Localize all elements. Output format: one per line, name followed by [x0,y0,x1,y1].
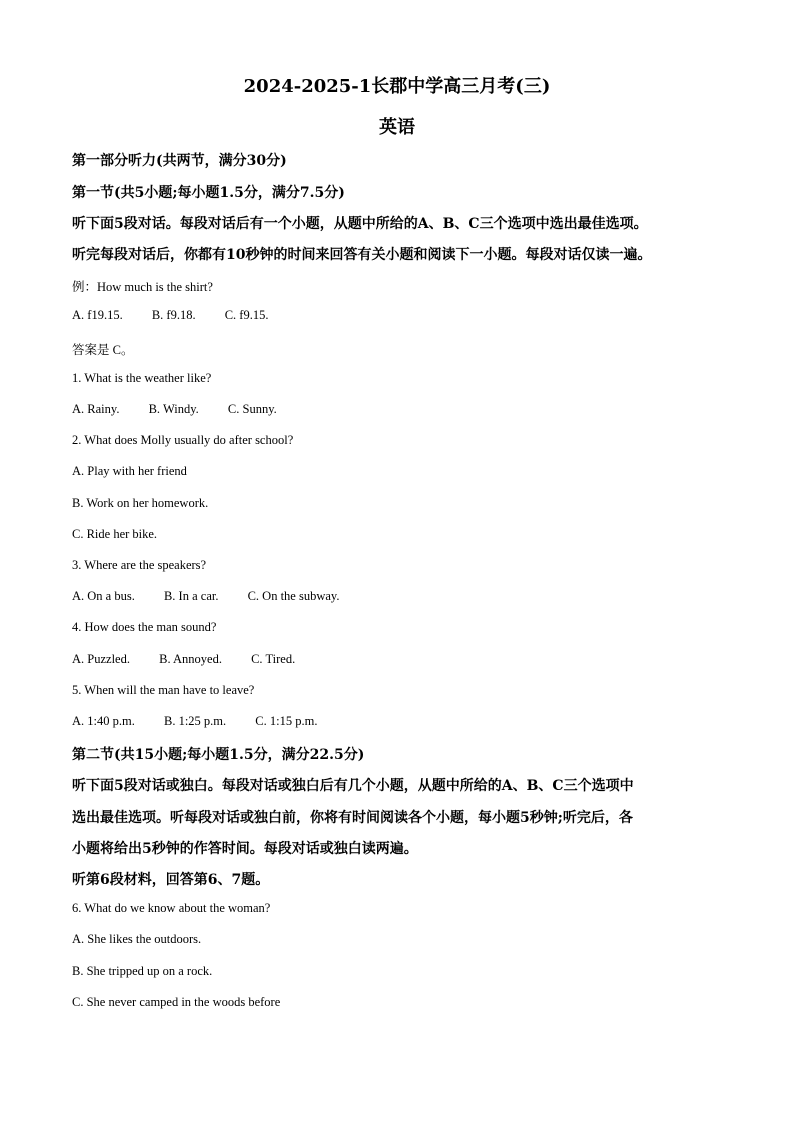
option-c: C. Tired. [251,652,296,666]
option-c: C. f9.15. [224,308,269,322]
instruction-line: 听下面5段对话。每段对话后有一个小题，从题中所给的A、B、C三个选项中选出最佳选项。 [72,216,648,232]
material6-heading: 听第6段材料，回答第6、7题。 [72,872,270,888]
option-b: B. Annoyed. [159,652,222,666]
question-5: 5. When will the man have to leave? [72,683,255,697]
example-options [72,308,294,323]
section2-instruction-line: 听下面5段对话或独白。每段对话或独白后有几个小题，从题中所给的A、B、C三个选项中 [72,778,634,794]
option-a: A. Puzzled. [72,652,130,666]
part1-heading: 第一部分听力(共两节，满分30分) [72,153,287,169]
question-6-option-b: B. She tripped up on a rock. [72,964,213,978]
question-6-option-c: C. She never camped in the woods before [72,995,281,1009]
option-a: A. Rainy. [72,402,120,416]
option-b: B. 1:25 p.m. [163,714,227,728]
question-2-option-c: C. Ride her bike. [72,527,158,541]
option-b: B. Windy. [148,402,199,416]
section2-instruction-line: 选出最佳选项。听每段对话或独白前，你将有时间阅读各个小题，每小题5秒钟;听完后，各 [72,810,633,826]
example-question: 例：How much is the shirt? [72,280,213,294]
question-2: 2. What does Molly usually do after school? [72,433,294,447]
question-1-options [72,402,303,417]
option-b: B. f9.18. [151,308,196,322]
section2-heading: 第二节(共15小题;每小题1.5分，满分22.5分) [72,747,365,763]
option-c: C. Sunny. [227,402,277,416]
question-3-options [72,589,365,604]
question-6-option-a: A. She likes the outdoors. [72,932,202,946]
option-c: C. 1:15 p.m. [255,714,318,728]
option-a: A. On a bus. [72,589,135,603]
exam-title: 2024-2025-1长郡中学高三月考(三) [243,76,551,97]
subject-title: 英语 [379,117,415,138]
question-2-option-a: A. Play with her friend [72,464,187,478]
question-3: 3. Where are the speakers? [72,558,207,572]
instruction-line: 听完每段对话后，你都有10秒钟的时间来回答有关小题和阅读下一小题。每段对话仅读一遍。 [72,247,652,263]
question-2-option-b: B. Work on her homework. [72,496,209,510]
question-4-options [72,652,321,667]
question-4: 4. How does the man sound? [72,620,217,634]
section2-instruction-line: 小题将给出5秒钟的作答时间。每段对话或独白读两遍。 [72,841,418,857]
section1-heading: 第一节(共5小题;每小题1.5分，满分7.5分) [72,185,345,201]
question-1: 1. What is the weather like? [72,371,212,385]
option-c: C. On the subway. [247,589,340,603]
question-6: 6. What do we know about the woman? [72,901,271,915]
example-answer: 答案是 C。 [72,343,134,357]
option-a: A. f19.15. [72,308,123,322]
question-5-options [72,714,343,729]
option-a: A. 1:40 p.m. [72,714,135,728]
option-b: B. In a car. [163,589,219,603]
